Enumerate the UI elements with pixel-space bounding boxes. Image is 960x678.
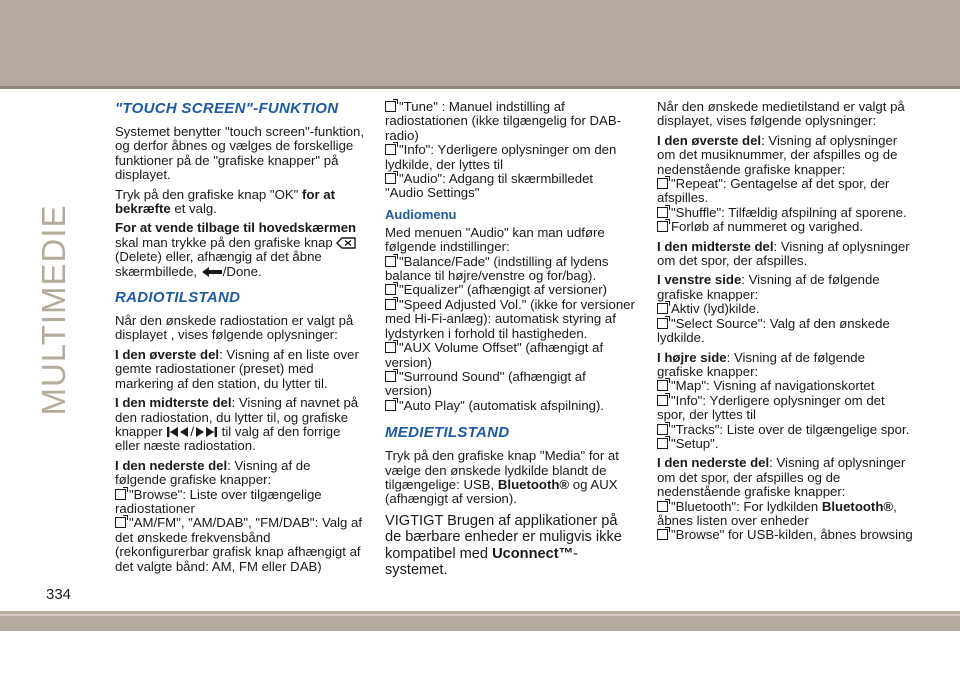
section-side-label-text: MULTIMEDIE: [35, 204, 72, 416]
heading-media-mode: MEDIETILSTAND: [385, 424, 510, 442]
text: : Visning af de følgende grafiske knapper:: [115, 457, 311, 488]
header-band: [0, 0, 960, 86]
list-item: [657, 394, 913, 423]
list-item: [385, 399, 635, 413]
bullet-icon: [657, 207, 668, 218]
paragraph: [657, 134, 913, 177]
text: "Setup".: [671, 435, 719, 451]
text: : Visning af oplysninger om det musiknummer, der afspilles og de nedenstående grafiske knapper:: [657, 132, 898, 177]
list-item: [657, 206, 913, 220]
list-item: [657, 437, 913, 451]
next-track-icon: [194, 426, 218, 438]
text: -systemet.: [385, 545, 579, 578]
text: (Delete) eller, afhængig af det åbne skærmbillede,: [115, 249, 322, 279]
list-item: [385, 341, 635, 370]
heading-audio-menu: Audiomenu: [385, 206, 457, 222]
text: : Visning af oplysninger om det spor, der afspilles og de nedenstående grafiske knapper:: [657, 455, 906, 500]
text: "Speed Adjusted Vol." (ikke for versioner med Hi-Fi-anlæg): automatisk styring af lydstyrken i forhold til hastigheden.: [385, 296, 635, 341]
bullet-icon: [657, 395, 668, 406]
list-item: [657, 528, 913, 542]
paragraph: [385, 226, 635, 255]
text: "Browse": Liste over tilgængelige radiostationer: [115, 486, 322, 516]
text: "Info": Yderligere oplysninger om det spor, der lyttes til: [657, 392, 885, 423]
text: et valg.: [170, 201, 217, 217]
text: VIGTIGT Brugen af applikationer på de bærbare enheder er muligvis ikke kompatibel med: [385, 512, 622, 562]
text: "Bluetooth": For lydkilden: [671, 498, 822, 514]
column-3: [657, 100, 913, 543]
text: : Visning af oplysninger om det spor, der afspilles.: [657, 238, 910, 269]
paragraph: [657, 273, 913, 302]
bullet-icon: [385, 284, 396, 295]
bold-text: I højre side: [657, 349, 727, 365]
bullet-icon: [657, 438, 668, 449]
text: Tryk på den grafiske knap "Media" for at vælge den ønskede lydkilde blandt de tilgængelige: USB,: [385, 448, 619, 492]
text: "Surround Sound" (afhængigt af version): [385, 368, 586, 399]
bullet-icon: [657, 424, 668, 435]
text: Med menuen "Audio" kan man udføre følgende indstillinger:: [385, 224, 605, 255]
text: "Balance/Fade" (indstilling af lydens balance til højre/venstre og for/bag).: [385, 253, 609, 284]
text: "Auto Play" (automatisk afspilning).: [399, 397, 605, 413]
paragraph: [115, 221, 365, 279]
text: "Shuffle": Tilfældig afspilning af sporene.: [671, 204, 907, 220]
bullet-icon: [657, 221, 668, 232]
bold-text: I den midterste del: [657, 238, 774, 254]
text: : Visning af de følgende grafiske knapper:: [657, 272, 880, 302]
bullet-icon: [385, 256, 396, 267]
bold-text: I den nederste del: [115, 457, 228, 473]
bullet-icon: [115, 489, 126, 500]
paragraph: [115, 459, 365, 488]
text: skal man trykke på den grafiske knap: [115, 234, 337, 250]
text: , åbnes listen over enheder: [657, 498, 897, 528]
bullet-icon: [385, 144, 396, 155]
text: "Select Source": Valg af den ønskede lydkilde.: [657, 315, 890, 346]
bold-text: Bluetooth®: [497, 476, 570, 492]
text: Systemet benytter "touch screen"-funktion, og derfor åbnes og vælges de forskellige funktioner på de "grafiske knapper" på displayet.: [115, 124, 365, 183]
paragraph: [657, 351, 913, 380]
footer-rule: [0, 614, 960, 616]
bullet-icon: [385, 342, 396, 353]
list-item: [657, 177, 913, 206]
list-item: [385, 143, 635, 172]
text: Forløb af nummeret og varighed.: [671, 219, 864, 235]
bullet-icon: [385, 299, 396, 310]
text: : Visning af navnet på den radiostation, du lytter til, og grafiske knapper: [115, 395, 359, 439]
text: "Repeat": Gentagelse af det spor, der afspilles.: [657, 176, 890, 206]
text: Aktiv (lyd)kilde.: [671, 301, 760, 317]
list-item: [657, 500, 913, 529]
paragraph: [115, 125, 365, 183]
text: "Audio": Adgang til skærmbilledet "Audio Settings": [385, 171, 594, 201]
bullet-icon: [657, 529, 668, 540]
heading-radio-mode: RADIOTILSTAND: [115, 289, 241, 307]
text: "AUX Volume Offset" (afhængigt af version): [385, 340, 604, 370]
paragraph: [657, 456, 913, 499]
text: "Browse" for USB-kilden, åbnes browsing: [671, 527, 913, 543]
text: Når den ønskede medietilstand er valgt på displayet, vises følgende oplysninger:: [657, 99, 905, 129]
bullet-icon: [657, 380, 668, 391]
heading-touch-screen: "TOUCH SCREEN"-FUNKTION: [115, 100, 339, 117]
list-item: [115, 488, 365, 517]
paragraph: [115, 396, 365, 454]
bullet-icon: [657, 501, 668, 512]
page-number: 334: [46, 586, 72, 603]
paragraph: [385, 449, 635, 507]
text: "Tracks": Liste over de tilgængelige spor.: [671, 421, 910, 437]
header-rule: [0, 86, 960, 89]
list-item: [385, 283, 635, 297]
paragraph: [115, 348, 365, 391]
column-2: [385, 100, 635, 583]
important-note: [385, 513, 635, 579]
text: : Visning af en liste over gemte radiostationer (preset) med markering af den station, du lytter til.: [115, 346, 359, 391]
text: /Done.: [222, 263, 262, 279]
bullet-icon: [385, 173, 396, 184]
text: "Map": Visning af navigationskortet: [671, 378, 875, 394]
list-item: [385, 255, 635, 284]
text: "Info": Yderligere oplysninger om den lydkilde, der lyttes til: [385, 142, 617, 172]
bullet-icon: [385, 101, 396, 112]
paragraph: [657, 240, 913, 269]
bullet-icon: [657, 178, 668, 189]
text: Tryk på den grafiske knap "OK": [115, 186, 302, 202]
list-item: [385, 298, 635, 341]
paragraph: [115, 314, 365, 343]
bullet-icon: [385, 371, 396, 382]
paragraph: [115, 188, 365, 217]
list-item: [657, 423, 913, 437]
delete-icon: [336, 237, 356, 249]
list-item: [385, 172, 635, 201]
list-item: [657, 220, 913, 234]
bullet-icon: [657, 318, 668, 329]
text: "Equalizer" (afhængigt af versioner): [399, 282, 608, 298]
bullet-icon: [115, 517, 126, 528]
list-item: [385, 100, 635, 143]
bold-text: I den øverste del: [115, 346, 220, 362]
bold-text: For at vende tilbage til hovedskærmen: [115, 220, 357, 236]
paragraph: [657, 100, 913, 129]
bold-text: for at bekræfte: [115, 186, 335, 217]
list-item: [115, 516, 365, 574]
list-item: [657, 302, 913, 316]
bullet-icon: [657, 303, 668, 314]
list-item: [385, 370, 635, 399]
list-item: [657, 379, 913, 393]
text: og AUX (afhængigt af version).: [385, 476, 618, 507]
bold-text: Uconnect™: [492, 545, 574, 562]
text: : Visning af de følgende grafiske knapper:: [657, 349, 865, 379]
text: Når den ønskede radiostation er valgt på displayet , vises følgende oplysninger:: [115, 313, 354, 343]
back-arrow-icon: [201, 266, 223, 278]
bold-text: I den midterste del: [115, 395, 232, 411]
text: til valg af den forrige eller næste radiostation.: [115, 423, 341, 454]
column-1: [115, 100, 365, 574]
bold-text: Bluetooth®: [821, 498, 894, 514]
text: /: [190, 423, 194, 439]
list-item: [657, 317, 913, 346]
bold-text: I den nederste del: [657, 455, 770, 471]
previous-track-icon: [166, 426, 190, 438]
text: "Tune" : Manuel indstilling af radiostationen (ikke tilgængelig for DAB-radio): [385, 99, 622, 143]
bold-text: I venstre side: [657, 272, 742, 288]
bold-text: I den øverste del: [657, 132, 762, 148]
bullet-icon: [385, 400, 396, 411]
text: "AM/FM", "AM/DAB", "FM/DAB": Valg af det ønskede frekvensbånd (rekonfigurerbar grafisk knap afhængigt af det valgte bånd: AM, FM eller DAB): [115, 515, 363, 574]
